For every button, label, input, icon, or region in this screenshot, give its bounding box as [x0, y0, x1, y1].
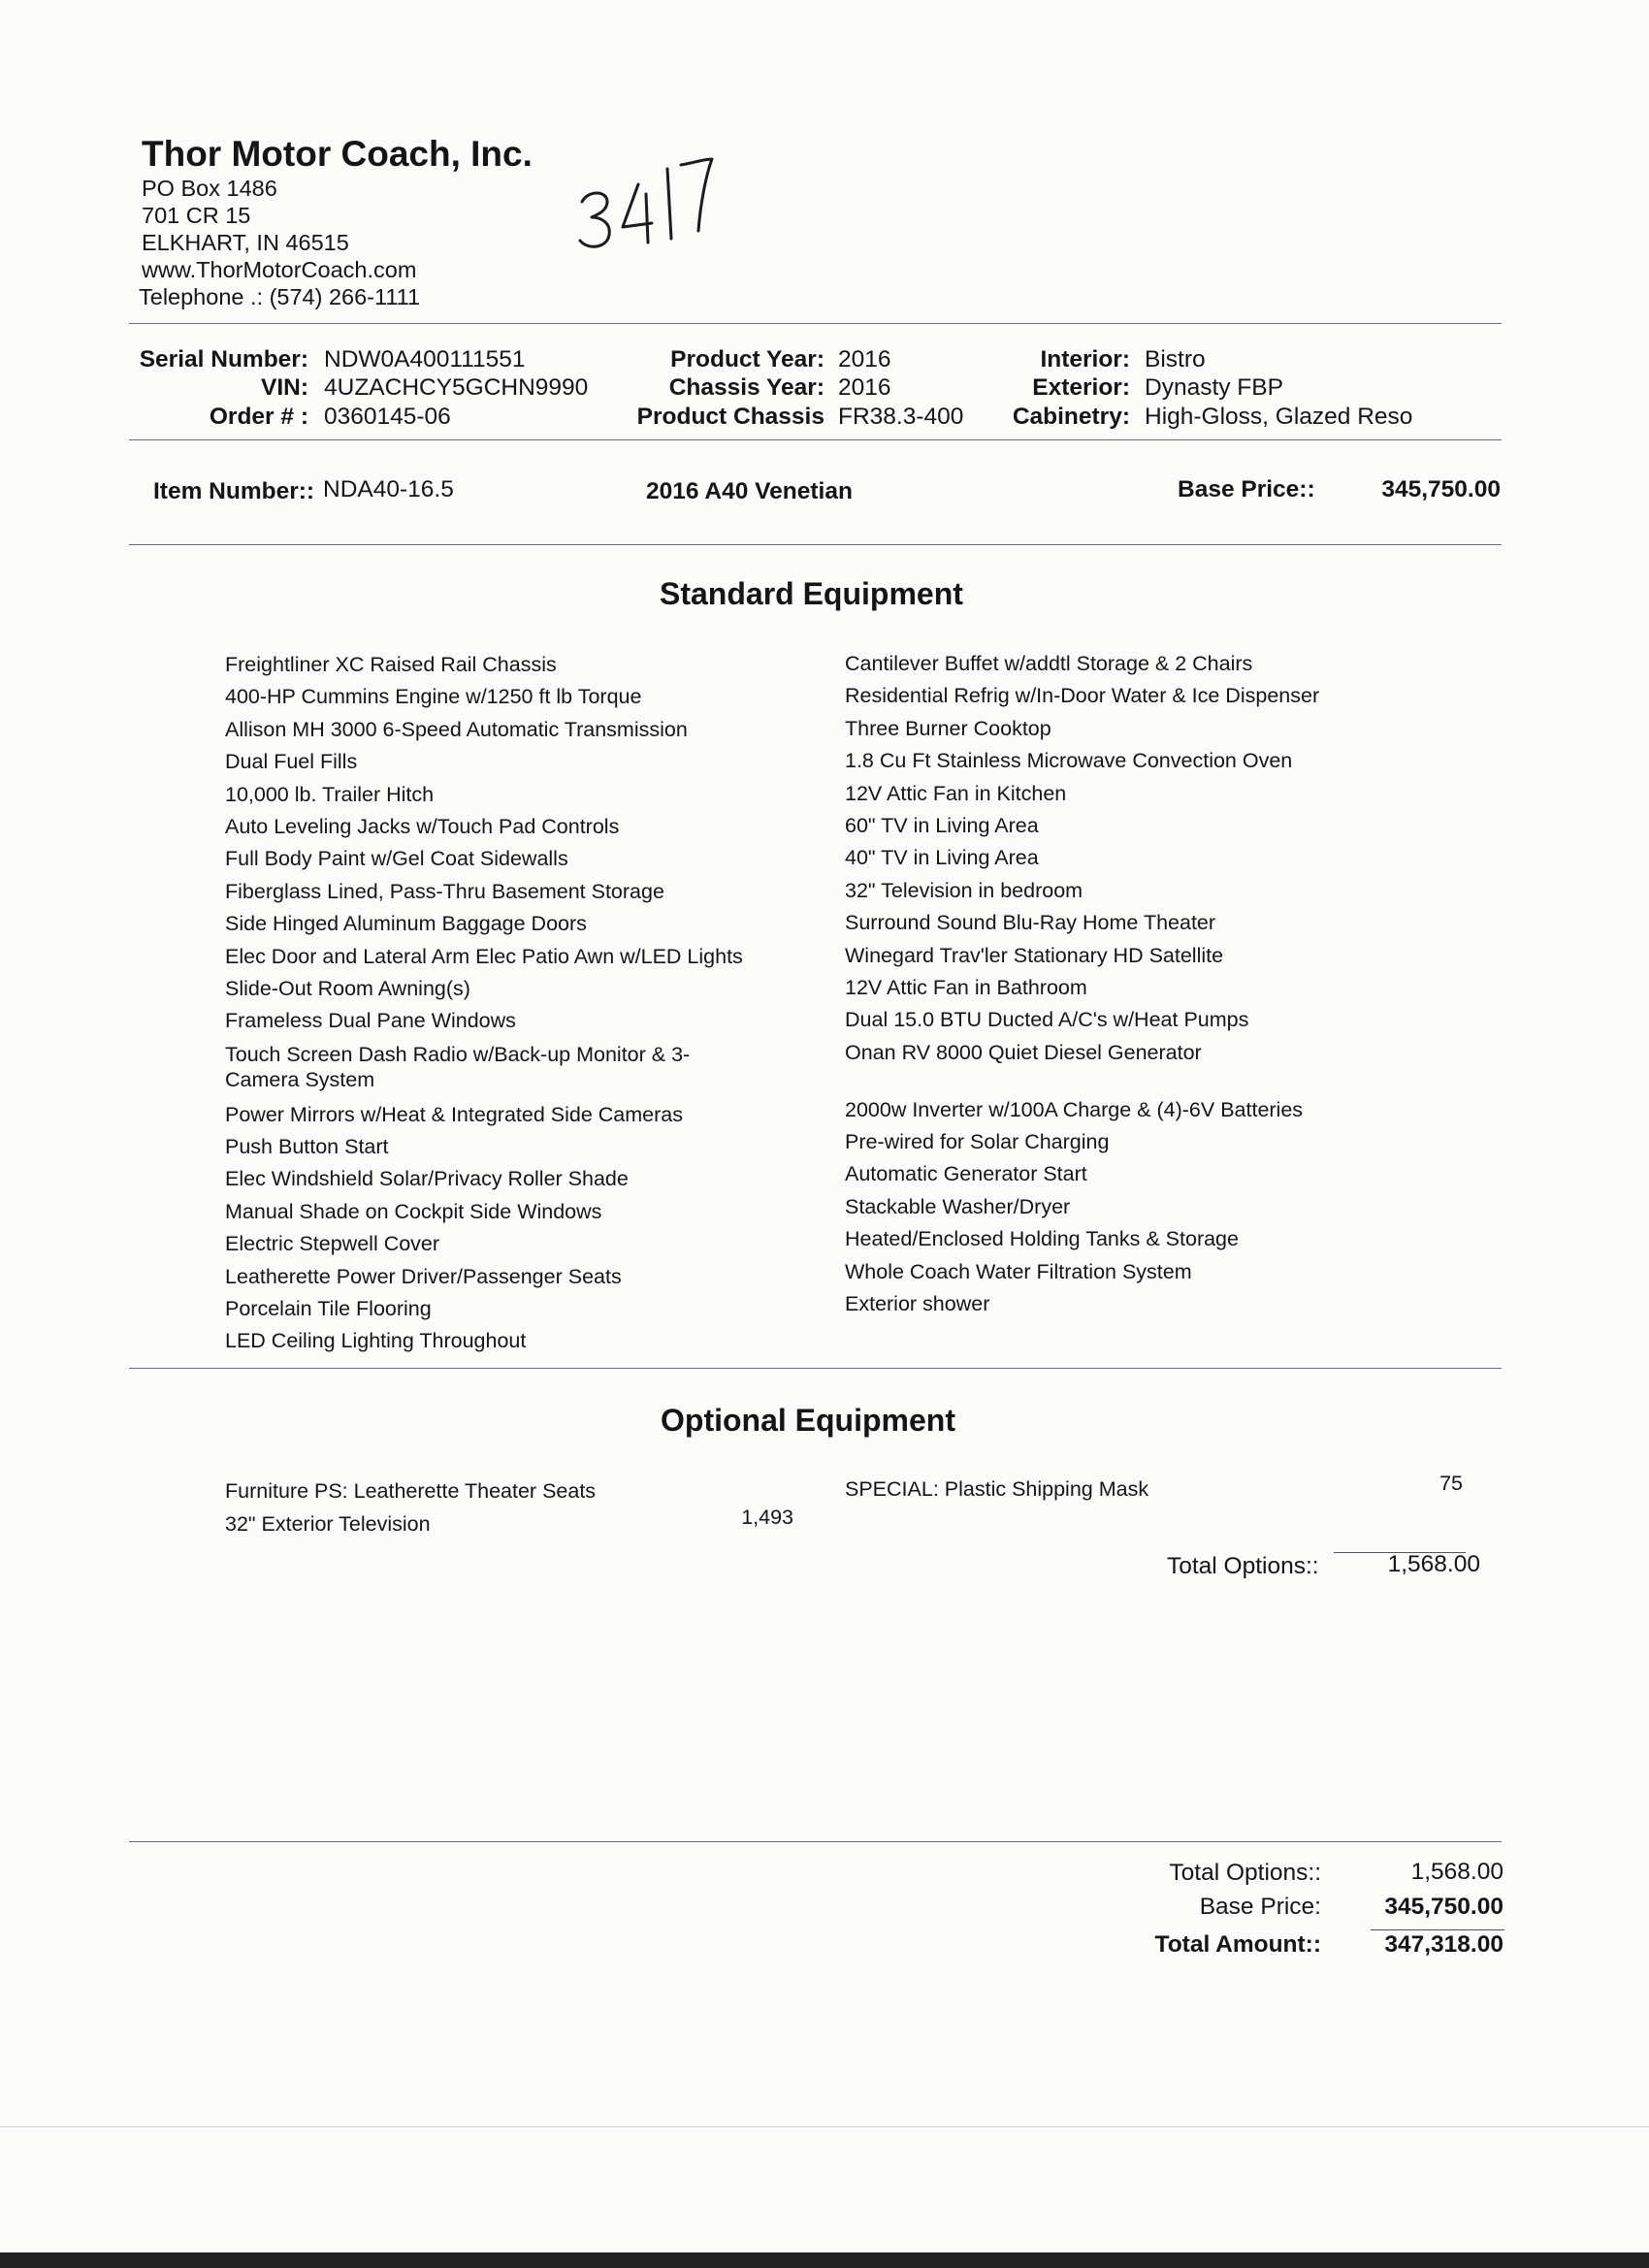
list-item: LED Ceiling Lighting Throughout: [225, 1329, 527, 1353]
vin-label: VIN:: [261, 374, 308, 401]
list-item: Manual Shade on Cockpit Side Windows: [225, 1199, 602, 1223]
list-item: Winegard Trav'ler Stationary HD Satellite: [845, 943, 1224, 967]
chassis-year-label: Chassis Year:: [668, 374, 824, 401]
address-line: 701 CR 15: [142, 203, 251, 228]
product-chassis-value: FR38.3-400: [838, 404, 964, 430]
list-item: Elec Windshield Solar/Privacy Roller Shade: [225, 1167, 629, 1191]
optional-total-value: 1,568.00: [1387, 1551, 1480, 1577]
company-address: [139, 175, 421, 310]
total-amount-rule: [1371, 1929, 1504, 1930]
list-item-line: Camera System: [225, 1067, 375, 1091]
standard-equipment-left: [225, 649, 743, 1358]
optional-item-price: 1,493: [741, 1506, 793, 1529]
list-item: Power Mirrors w/Heat & Integrated Side Cameras: [225, 1102, 683, 1126]
divider: [129, 439, 1502, 440]
interior-label: Interior:: [1040, 346, 1130, 373]
summary-total-options-value: 1,568.00: [1410, 1859, 1504, 1885]
list-item: Elec Door and Lateral Arm Elec Patio Awn w/LED Lights: [225, 944, 743, 968]
summary-total-amount-label: Total Amount::: [1154, 1931, 1321, 1958]
summary-base-price-value: 345,750.00: [1384, 1894, 1504, 1920]
serial-number-value: NDW0A400111551: [324, 346, 526, 373]
order-number-label: Order # :: [209, 404, 308, 430]
list-item: Exterior shower: [845, 1292, 990, 1316]
optional-equipment-heading: Optional Equipment: [661, 1403, 955, 1438]
item-number-value: NDA40-16.5: [323, 476, 454, 502]
scan-border: [0, 2252, 1649, 2268]
item-number-label: Item Number::: [153, 478, 315, 504]
exterior-value: Dynasty FBP: [1145, 374, 1283, 401]
list-item: Cantilever Buffet w/addtl Storage & 2 Chairs: [845, 652, 1253, 675]
standard-equipment-heading: Standard Equipment: [660, 576, 963, 611]
chassis-year-value: 2016: [838, 374, 891, 401]
optional-item-desc: Furniture PS: Leatherette Theater Seats: [225, 1479, 597, 1503]
list-item: Surround Sound Blu-Ray Home Theater: [845, 911, 1216, 935]
cabinetry-label: Cabinetry:: [1012, 404, 1130, 430]
summary-total-options-label: Total Options::: [1169, 1860, 1321, 1886]
cabinetry-value: High-Gloss, Glazed Reso: [1145, 404, 1413, 430]
product-chassis-label: Product Chassis: [636, 404, 824, 430]
summary-total-amount-value: 347,318.00: [1384, 1931, 1504, 1958]
list-item: 2000w Inverter w/100A Charge & (4)-6V Batteries: [845, 1097, 1304, 1121]
company-name: Thor Motor Coach, Inc.: [142, 134, 533, 174]
list-item: 1.8 Cu Ft Stainless Microwave Convection Oven: [845, 749, 1293, 773]
list-item: [225, 1038, 743, 1099]
product-year-value: 2016: [838, 346, 891, 373]
address-line: www.ThorMotorCoach.com: [142, 257, 417, 282]
optional-item-price: 75: [1439, 1472, 1463, 1495]
list-item-line: Touch Screen Dash Radio w/Back-up Monitor & 3-: [225, 1042, 691, 1066]
base-price-value: 345,750.00: [1381, 476, 1501, 502]
optional-item-desc: SPECIAL: Plastic Shipping Mask: [845, 1477, 1149, 1501]
list-item: Residential Refrig w/In-Door Water & Ice Dispenser: [845, 684, 1320, 708]
divider: [129, 1841, 1502, 1842]
list-item: Pre-wired for Solar Charging: [845, 1130, 1110, 1154]
list-item: 60" TV in Living Area: [845, 813, 1039, 837]
list-item: Full Body Paint w/Gel Coat Sidewalls: [225, 847, 568, 871]
list-item: Stackable Washer/Dryer: [845, 1194, 1071, 1218]
divider: [129, 1368, 1502, 1369]
handwritten-note: [574, 146, 720, 262]
optional-item-desc: 32" Exterior Television: [225, 1512, 431, 1536]
list-item: 400-HP Cummins Engine w/1250 ft lb Torque: [225, 685, 642, 709]
list-item: Frameless Dual Pane Windows: [225, 1009, 516, 1033]
list-item: 12V Attic Fan in Kitchen: [845, 781, 1067, 805]
list-item: 12V Attic Fan in Bathroom: [845, 975, 1087, 999]
list-item: Three Burner Cooktop: [845, 716, 1051, 740]
list-item: Auto Leveling Jacks w/Touch Pad Controls: [225, 814, 620, 838]
address-line: ELKHART, IN 46515: [142, 230, 349, 255]
list-item: Electric Stepwell Cover: [225, 1232, 440, 1256]
address-line: PO Box 1486: [142, 176, 277, 201]
list-item: Porcelain Tile Flooring: [225, 1297, 432, 1321]
exterior-label: Exterior:: [1032, 374, 1130, 401]
handwritten-3417-icon: [574, 146, 720, 262]
list-item: Leatherette Power Driver/Passenger Seats: [225, 1264, 622, 1288]
list-item: Onan RV 8000 Quiet Diesel Generator: [845, 1040, 1202, 1064]
list-item: Dual Fuel Fills: [225, 750, 358, 774]
list-item: Dual 15.0 BTU Ducted A/C's w/Heat Pumps: [845, 1008, 1249, 1032]
list-item: 40" TV in Living Area: [845, 846, 1039, 870]
divider: [129, 544, 1502, 545]
optional-total-label: Total Options::: [1167, 1553, 1319, 1579]
list-item: Allison MH 3000 6-Speed Automatic Transmission: [225, 717, 688, 741]
order-number-value: 0360145-06: [324, 404, 451, 430]
divider: [129, 323, 1502, 324]
serial-number-label: Serial Number:: [139, 346, 308, 373]
base-price-label: Base Price::: [1178, 476, 1315, 502]
list-item: Slide-Out Room Awning(s): [225, 976, 470, 1000]
list-item: 32" Television in bedroom: [845, 878, 1083, 902]
list-item: Fiberglass Lined, Pass-Thru Basement Storage: [225, 879, 664, 903]
vin-value: 4UZACHCY5GCHN9990: [324, 374, 589, 401]
address-line: Telephone .: (574) 266-1111: [139, 284, 421, 309]
list-item: Heated/Enclosed Holding Tanks & Storage: [845, 1227, 1239, 1251]
list-item: Push Button Start: [225, 1135, 389, 1159]
list-item: Automatic Generator Start: [845, 1162, 1087, 1186]
list-item: Freightliner XC Raised Rail Chassis: [225, 653, 557, 676]
product-year-label: Product Year:: [670, 346, 824, 373]
list-item: Whole Coach Water Filtration System: [845, 1259, 1192, 1283]
interior-value: Bistro: [1145, 346, 1206, 373]
list-item: Side Hinged Aluminum Baggage Doors: [225, 912, 587, 936]
list-item: 10,000 lb. Trailer Hitch: [225, 782, 435, 806]
model-name: 2016 A40 Venetian: [646, 478, 853, 504]
scan-edge-line: [0, 2126, 1649, 2127]
summary-base-price-label: Base Price:: [1199, 1894, 1321, 1920]
standard-equipment-right: [845, 648, 1319, 1320]
